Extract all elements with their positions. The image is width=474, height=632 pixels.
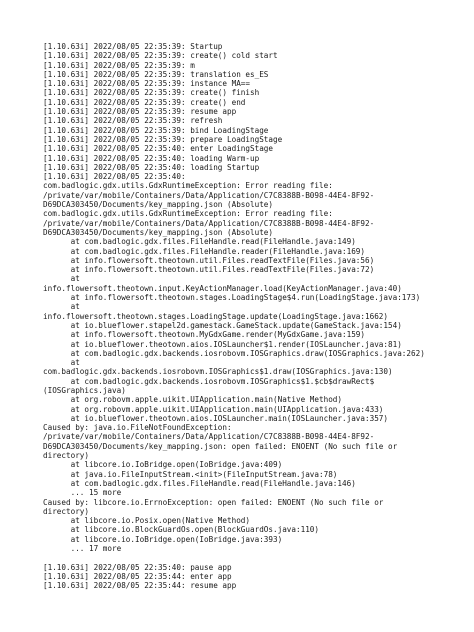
log-line: [1.10.63i] 2022/08/05 22:35:39: create() finish	[43, 88, 260, 98]
log-line: [1.10.63i] 2022/08/05 22:35:40: loading Warm-up	[43, 153, 260, 163]
log-line: [1.10.63i] 2022/08/05 22:35:40: loading Startup	[43, 162, 260, 172]
log-line: at io.blueflower.theotown.aios.IOSLauncher.main(IOSLauncher.java:357)	[43, 413, 389, 423]
log-line: directory)	[43, 451, 90, 461]
log-line: [1.10.63i] 2022/08/05 22:35:39: prepare LoadingStage	[43, 134, 283, 144]
log-line: at io.blueflower.stapel2d.gamestack.GameStack.update(GameStack.java:154)	[43, 320, 402, 330]
log-line: at com.badlogic.gdx.files.FileHandle.read(FileHandle.java:149)	[43, 237, 356, 247]
log-line: [1.10.63i] 2022/08/05 22:35:39: Startup	[43, 42, 223, 51]
log-line: /private/var/mobile/Containers/Data/Application/C7C8388B-B098-44E4-8F92-	[43, 432, 375, 442]
log-line: at libcore.io.BlockGuardOs.open(BlockGuardOs.java:110)	[43, 525, 320, 535]
log-line: at libcore.io.IoBridge.open(IoBridge.java:393)	[43, 534, 283, 544]
log-line: at io.blueflower.theotown.aios.IOSLauncher$1.render(IOSLauncher.java:81)	[43, 339, 402, 349]
log-line: info.flowersoft.theotown.input.KeyActionManager.load(KeyActionManager.java:40)	[43, 283, 402, 293]
log-line: at org.robovm.apple.uikit.UIApplication.main(Native Method)	[43, 395, 343, 405]
log-line: at com.badlogic.gdx.backends.iosrobovm.IOSGraphics$1.$cb$drawRect$	[43, 376, 375, 386]
log-line: at	[43, 358, 80, 368]
log-line: /private/var/mobile/Containers/Data/Application/C7C8388B-B098-44E4-8F92-	[43, 190, 375, 200]
log-line: /private/var/mobile/Containers/Data/Application/C7C8388B-B098-44E4-8F92-	[43, 218, 375, 228]
log-line: at	[43, 302, 80, 312]
log-line: at libcore.io.Posix.open(Native Method)	[43, 516, 251, 526]
log-line: (IOSGraphics.java)	[43, 385, 126, 395]
log-text-block	[43, 42, 463, 591]
log-line: Caused by: libcore.io.ErrnoException: open failed: ENOENT (No such file or	[43, 497, 384, 507]
log-line: ... 15 more	[43, 488, 122, 498]
log-line: at info.flowersoft.theotown.util.Files.readTextFile(Files.java:56)	[43, 255, 375, 265]
log-line: at info.flowersoft.theotown.util.Files.readTextFile(Files.java:72)	[43, 265, 375, 275]
log-line: D69DCA303450/Documents/key_mapping.json (Absolute)	[43, 200, 274, 210]
log-line: at com.badlogic.gdx.files.FileHandle.reader(FileHandle.java:169)	[43, 246, 366, 256]
log-line: [1.10.63i] 2022/08/05 22:35:39: create() cold start	[43, 51, 278, 61]
log-line: ... 17 more	[43, 544, 122, 554]
log-line: [1.10.63i] 2022/08/05 22:35:39: translation es_ES	[43, 69, 269, 79]
blank-line	[43, 553, 463, 562]
log-line: [1.10.63i] 2022/08/05 22:35:39: refresh	[43, 116, 223, 126]
log-line: [1.10.63i] 2022/08/05 22:35:40:	[43, 172, 186, 182]
log-line: [1.10.63i] 2022/08/05 22:35:44: resume app	[43, 581, 237, 591]
log-line: com.badlogic.gdx.backends.iosrobovm.IOSGraphics$1.draw(IOSGraphics.java:130)	[43, 367, 393, 377]
log-line: [1.10.63i] 2022/08/05 22:35:39: bind LoadingStage	[43, 125, 269, 135]
log-line: at libcore.io.IoBridge.open(IoBridge.java:409)	[43, 460, 283, 470]
log-line: at com.badlogic.gdx.files.FileHandle.read(FileHandle.java:146)	[43, 478, 356, 488]
log-line: directory)	[43, 506, 90, 516]
log-line: info.flowersoft.theotown.stages.LoadingStage.update(LoadingStage.java:1662)	[43, 311, 389, 321]
log-line: at org.robovm.apple.uikit.UIApplication.main(UIApplication.java:433)	[43, 404, 384, 414]
log-line: D69DCA303450/Documents/key_mapping.json (Absolute)	[43, 227, 274, 237]
log-line: [1.10.63i] 2022/08/05 22:35:39: m	[43, 60, 195, 70]
log-line: [1.10.63i] 2022/08/05 22:35:40: pause app	[43, 562, 232, 572]
log-line: [1.10.63i] 2022/08/05 22:35:44: enter app	[43, 571, 232, 581]
log-line: at info.flowersoft.theotown.stages.LoadingStage$4.run(LoadingStage.java:173)	[43, 293, 421, 303]
log-line: at java.io.FileInputStream.<init>(FileInputStream.java:78)	[43, 469, 338, 479]
log-line: [1.10.63i] 2022/08/05 22:35:39: create() end	[43, 97, 246, 107]
log-line: at com.badlogic.gdx.backends.iosrobovm.IOSGraphics.draw(IOSGraphics.java:262)	[43, 348, 425, 358]
log-line: com.badlogic.gdx.utils.GdxRuntimeException: Error reading file:	[43, 181, 333, 191]
log-line: [1.10.63i] 2022/08/05 22:35:39: instance MA==	[43, 79, 251, 89]
log-line: Caused by: java.io.FileNotFoundException:	[43, 423, 232, 433]
log-line: [1.10.63i] 2022/08/05 22:35:40: enter LoadingStage	[43, 144, 274, 154]
log-line: [1.10.63i] 2022/08/05 22:35:39: resume app	[43, 107, 237, 117]
log-line: com.badlogic.gdx.utils.GdxRuntimeException: Error reading file:	[43, 209, 333, 219]
log-line: at	[43, 274, 80, 284]
log-line: D69DCA303450/Documents/key_mapping.json: open failed: ENOENT (No such file or	[43, 441, 398, 451]
log-line: at info.flowersoft.theotown.MyGdxGame.render(MyGdxGame.java:159)	[43, 330, 366, 340]
